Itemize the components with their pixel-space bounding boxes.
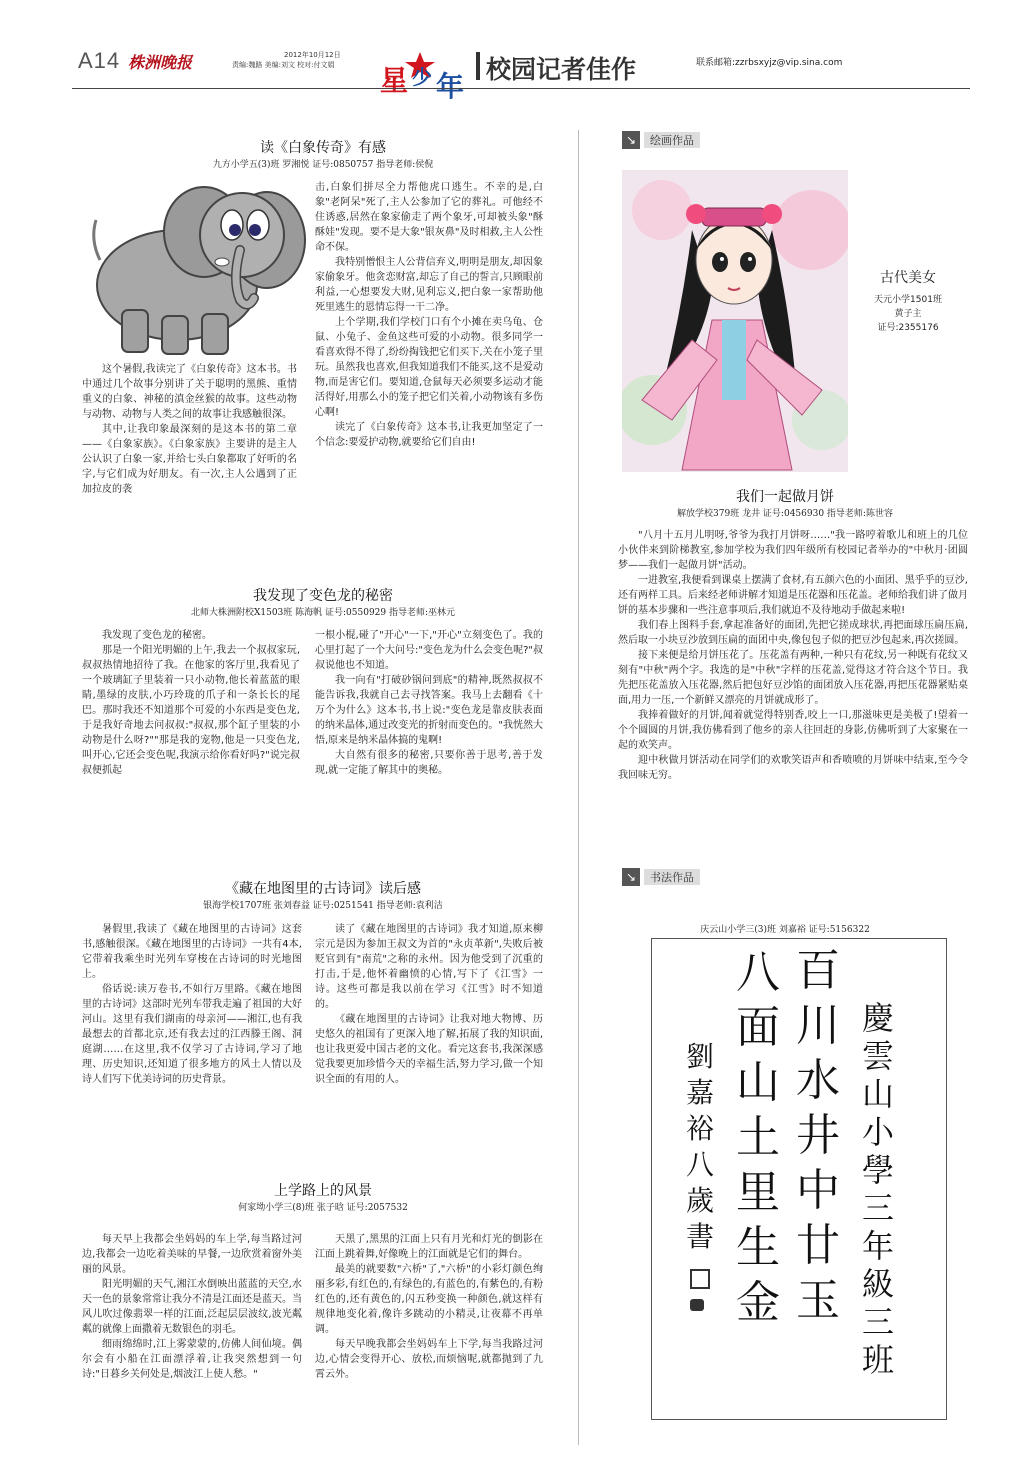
issue-date: 2012年10月12日 xyxy=(284,51,341,59)
paragraph: 读了《藏在地图里的古诗词》我才知道,原来柳宗元是因为参加王叔文为首的"永贞革新",失败后被贬官到有"南荒"之称的永州。因为他受到了沉重的打击,于是,他怀着幽愤的心情,写下了《江雪》一诗。这些可都是我以前在学习《江雪》时不知道的。 xyxy=(315,924,543,1010)
article-byline-elephant: 九方小学五(3)班 罗湘悦 证号:0850757 指导老师:侯倪 xyxy=(212,160,434,170)
seal-icon xyxy=(690,1269,710,1289)
paragraph: 一根小棍,碰了"开心"一下,"开心"立刻变色了。我的心里打起了一个大问号:"变色龙为什么会变色呢?"叔叔说他也不知道。 xyxy=(315,630,543,671)
paragraph: 我特别憎恨主人公背信弃义,明明是朋友,却因象家偷象牙。他贪恋财富,却忘了自己的誓言,只顾眼前利益,一心想要发大财,见利忘义,把白象一家帮助他死里逃生的恩情忘得一干二净。 xyxy=(315,257,543,313)
paragraph: 读完了《白象传奇》这本书,让我更加坚定了一个信念:要爱护动物,就要给它们自由! xyxy=(315,422,543,448)
paragraph: 我一向有"打破砂锅问到底"的精神,既然叔叔不能告诉我,我就自己去寻找答案。我马上去翻看《十万个为什么》这本书,书上说:"变色龙是靠皮肤表面的纳米晶体,通过改变光的折射而变色的。"我恍然大悟,原来是纳米晶体搞的鬼啊! xyxy=(315,675,543,746)
paragraph: 阳光明媚的天气,湘江水倒映出蓝蓝的天空,水天一色的景象常常让我分不清是江面还是蓝天。当风儿吹过像翡翠一样的江面,泛起层层波纹,波光粼粼的就像上面撒着无数银色的羽毛。 xyxy=(82,1279,302,1335)
paragraph: 击,白象们拼尽全力帮他虎口逃生。不幸的是,白象"老阿呆"死了,主人公参加了它的葬礼。可他经不住诱惑,居然在象家偷走了两个象牙,可却被头象"酥酥娃"发现。要不是大象"银灰鼻"及时相救,主人公性命不保。 xyxy=(315,182,543,253)
section-tag-calligraphy xyxy=(622,866,700,888)
paragraph: 天黑了,黑黑的江面上只有月光和灯光的倒影在江面上跳着舞,好像晚上的江面就是它们的舞台。 xyxy=(315,1234,543,1260)
article-title-poems: 《藏在地图里的古诗词》读后感 xyxy=(225,881,421,897)
calligraphy-byline: 庆云山小学三(3)班 刘嘉裕 证号:5156322 xyxy=(700,925,870,935)
painting-title: 古代美女 xyxy=(880,270,936,286)
paragraph: 最美的就要数"六桥"了,"六桥"的小彩灯颜色绚丽多彩,有红色的,有绿色的,有蓝色的,有紫色的,有粉红色的,还有黄色的,闪五秒变换一种颜色,就这样有规律地变化着,像许多跳动的小精灵,让夜幕不再单调。 xyxy=(315,1264,543,1335)
section-title: 校园记者佳作 xyxy=(486,55,637,84)
paragraph: "八月十五月儿明呀,爷爷为我打月饼呀……"我一路哼着歌儿和班上的几位小伙伴来到阶梯教室,参加学校为我们四年级所有校园记者举办的"中秋月·团圆梦——我们一起做月饼"活动。 xyxy=(618,530,968,571)
article-title-elephant: 读《白象传奇》有感 xyxy=(260,140,386,156)
paragraph: 暑假里,我读了《藏在地图里的古诗词》这套书,感触很深。《藏在地图里的古诗词》一共有4本,它带着我乘坐时光列车穿梭在古诗词的时光地图上。 xyxy=(82,924,302,980)
article-body-scenery-col2 xyxy=(315,1232,543,1382)
paragraph: 细雨绵绵时,江上雾蒙蒙的,仿佛人间仙境。偶尔会有小船在江面漂浮着,让我突然想到一句诗:"日暮乡关何处是,烟波江上使人愁。" xyxy=(82,1339,302,1380)
article-body-elephant-col1 xyxy=(82,362,297,497)
article-body-elephant-col2 xyxy=(315,180,543,450)
painting-artwork xyxy=(622,170,848,472)
article-body-chameleon-col1 xyxy=(82,628,300,778)
brand-logo-graphic xyxy=(378,50,476,100)
paragraph: 那是一个阳光明媚的上午,我去一个叔叔家玩,叔叔热情地招待了我。在他家的客厅里,我看见了一个玻璃缸子里装着一只小动物,他长着蓝蓝的眼睛,墨绿的皮肤,小巧玲珑的爪子和一条长长的尾巴。那时我还不知道那个可爱的小东西是变色龙,于是我好奇地去问叔叔:"叔叔,那个缸子里装的小动物是什么呀?""那是我的宠物,他是一只变色龙,叫开心,它还会变色呢,我演示给你看好吗?"说完叔叔便抓起 xyxy=(82,645,300,776)
paragraph: 接下来便是给月饼压花了。压花盖有两种,一种只有花纹,另一种既有花纹又刻有"中秋"两个字。我选的是"中秋"字样的压花盖,觉得这才符合这个节日。我先把压花盖放入压花器,然后把包好豆沙馅的面团放入压花器,再把压花器紧贴桌面,用力一压,一个新鲜又漂亮的月饼就成形了。 xyxy=(618,650,968,706)
paragraph: 大自然有很多的秘密,只要你善于思考,善于发现,就一定能了解其中的奥秘。 xyxy=(315,750,543,776)
brand-char-2: 少 xyxy=(412,65,432,89)
brand-char-3: 年 xyxy=(436,70,465,100)
brand-char-1: 星 xyxy=(380,64,409,97)
painting-school: 天元小学1501班 xyxy=(874,295,942,305)
section-tag-label: 绘画作品 xyxy=(644,132,700,148)
title-bar-divider xyxy=(476,52,480,80)
painting-cert: 证号:2355176 xyxy=(877,323,939,333)
article-byline-scenery: 何家坳小学三(8)班 张子晗 证号:2057532 xyxy=(238,1203,408,1213)
paragraph: 每天早上我都会坐妈妈的车上学,每当路过河边,我都会一边吃着美味的早餐,一边欣赏着窗外美丽的风景。 xyxy=(82,1234,302,1275)
article-title-mooncake: 我们一起做月饼 xyxy=(736,489,834,505)
paragraph: 俗话说:读万卷书,不如行万里路。《藏在地图里的古诗词》这部时光列车带我走遍了祖国的大好河山。这里有我们湖南的母亲河——湘江,也有我最想去的首都北京,还有我去过的江西滕王阁、洞庭湖……在这里,我不仅学习了古诗词,学习了地理、历史知识,还知道了很多地方的风土人情以及诗人们写下优美诗词的历史背景。 xyxy=(82,984,302,1085)
header-rule xyxy=(72,88,970,89)
article-body-poems-col1 xyxy=(82,922,302,1087)
section-tag-painting xyxy=(622,129,700,151)
calligraphy-artwork xyxy=(651,938,947,1420)
calligraphy-signature: 劉嘉裕八歲書 xyxy=(685,1040,714,1253)
article-byline-poems: 银海学校1707班 张刘春益 证号:0251541 指导老师:袁利洁 xyxy=(203,901,443,911)
article-body-chameleon-col2 xyxy=(315,628,543,778)
article-byline-mooncake: 解放学校379班 龙井 证号:0456930 指导老师:陈世容 xyxy=(677,509,893,519)
page-number: A14 xyxy=(78,48,121,73)
paragraph: 这个暑假,我读完了《白象传奇》这本书。书中通过几个故事分别讲了关于聪明的黑熊、重情重义的白象、神秘的滇金丝猴的故事。这些动物与动物、动物与人类之间的故事让我感触很深。 xyxy=(82,364,297,420)
elephant-illustration xyxy=(82,180,307,360)
newspaper-name: 株洲晚报 xyxy=(128,53,193,72)
paragraph: 《藏在地图里的古诗词》让我对地大物博、历史悠久的祖国有了更深入地了解,拓展了我的知识面,也让我更爱中国古老的文化。看完这套书,我深深感觉我要更加珍惜今天的幸福生活,努力学习,做一个知识全面的有用的人。 xyxy=(315,1014,543,1085)
calligraphy-inscription: 慶雲山小學三年級三班 xyxy=(861,999,894,1379)
article-title-chameleon: 我发现了变色龙的秘密 xyxy=(253,588,393,604)
brand-logo xyxy=(378,50,476,100)
paragraph: 迎中秋做月饼活动在同学们的欢歌笑语声和香喷喷的月饼味中结束,至今令我回味无穷。 xyxy=(618,755,968,781)
article-title-scenery: 上学路上的风景 xyxy=(274,1183,372,1199)
calligraphy-column-1: 百川水井中廿玉 xyxy=(796,945,840,1326)
article-body-scenery-col1 xyxy=(82,1232,302,1382)
paragraph: 其中,让我印象最深刻的是这本书的第二章——《白象家族》。《白象家族》主要讲的是主人公认识了白象一家,并给七头白象都取了好听的名字,与它们成为好朋友。有一次,主人公遇到了正加拉皮的袭 xyxy=(82,424,297,495)
arrow-icon: ↘ xyxy=(622,131,640,149)
section-tag-label: 书法作品 xyxy=(644,869,700,885)
paragraph: 一进教室,我便看到课桌上摆满了食材,有五颜六色的小面团、黑乎乎的豆沙,还有两样工具。后来经老师讲解才知道是压花器和压花盖。老师给我们讲了做月饼的基本步骤和一些注意事项后,我们就迫不及待地动手做起来啦! xyxy=(618,575,968,616)
paragraph: 我捧着做好的月饼,闻着就觉得特别香,咬上一口,那滋味更是美极了!望着一个个圆圆的月饼,我仿佛看到了他乡的亲人往回赶的身影,仿佛听到了大家聚在一起的欢笑声。 xyxy=(618,710,968,751)
editors-line: 责编:魏路 美编:刘文 校对:付文娟 xyxy=(232,61,335,69)
article-byline-chameleon: 北师大株洲附校X1503班 陈海帆 证号:0550929 指导老师:巫林元 xyxy=(190,608,456,618)
paragraph: 上个学期,我们学校门口有个小摊在卖乌龟、仓鼠、小兔子、金鱼这些可爱的小动物。很多同学一看喜欢得不得了,纷纷掏钱把它们买下,关在小笼子里玩。虽然我也喜欢,但我知道我们不能买,这不是爱动物,而是害它们。要知道,仓鼠每天必须要多运动才能活得好,用那么小的笼子把它们关着,小动物该有多伤心啊! xyxy=(315,317,543,418)
painting-author: 黄子主 xyxy=(894,309,922,319)
contact-email: 联系邮箱:zzrbsxyjz@vip.sina.com xyxy=(696,58,843,68)
issue-meta xyxy=(232,50,341,70)
paragraph: 每天早晚我都会坐妈妈车上下学,每当我路过河边,心情会变得开心、放松,而烦恼呢,就都抛到了九霄云外。 xyxy=(315,1339,543,1380)
painting-caption xyxy=(858,267,958,335)
article-body-mooncake xyxy=(618,528,968,783)
calligraphy-column-2: 八面山土里生金 xyxy=(736,947,780,1328)
arrow-icon: ↘ xyxy=(622,868,640,886)
paragraph: 我们春上图料手套,拿起准备好的面团,先把它搓成球状,再把面球压扁压扁,然后取一小块豆沙放到压扁的面团中央,像包包子似的把豆沙包起来,再次搓圆。 xyxy=(618,620,968,646)
article-body-poems-col2 xyxy=(315,922,543,1087)
paragraph: 我发现了变色龙的秘密。 xyxy=(102,630,212,641)
seal-icon xyxy=(690,1299,704,1311)
column-divider xyxy=(578,130,579,1445)
